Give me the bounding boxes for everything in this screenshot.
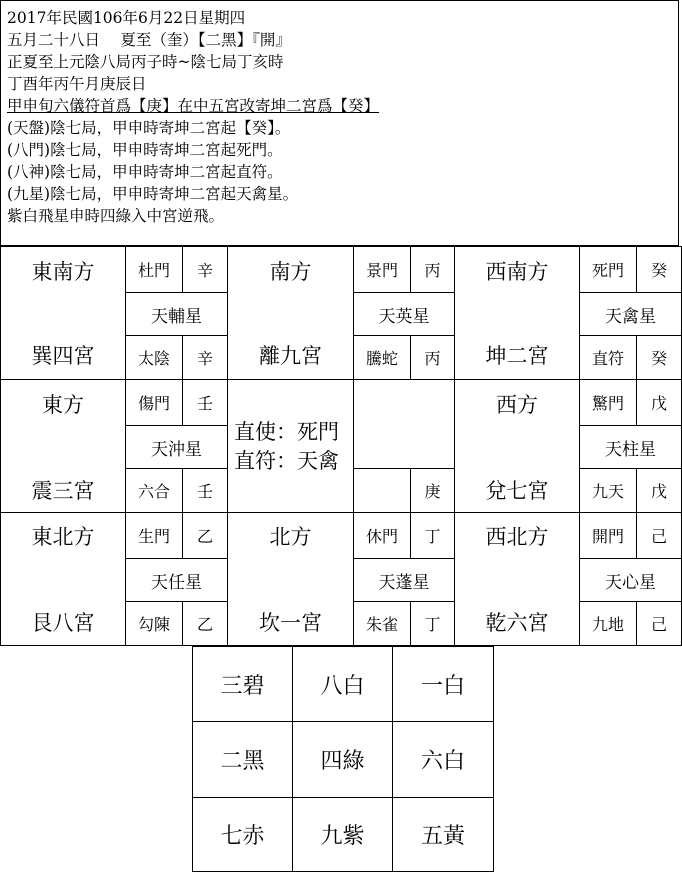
palace-name: 乾六宮 xyxy=(485,611,549,635)
god-stem: 癸 xyxy=(636,335,682,380)
door-stem: 乙 xyxy=(182,512,228,559)
palace-name: 坎一宮 xyxy=(259,611,322,635)
door-name: 傷門 xyxy=(125,379,183,426)
info-line-zibai: 紫白飛星申時四綠入中宮逆飛。 xyxy=(7,207,225,225)
info-line-date: 2017年民國106年6月22日星期四 xyxy=(7,9,246,27)
palace-direction: 東方 xyxy=(42,393,84,417)
door-stem: 丁 xyxy=(410,512,455,559)
god-name: 太陰 xyxy=(125,335,183,380)
palace-direction: 東北方 xyxy=(31,525,95,549)
palace-direction: 西南方 xyxy=(485,260,549,284)
door-stem: 癸 xyxy=(636,246,682,293)
palace-name: 坤二宮 xyxy=(485,344,549,368)
palace-name: 離九宮 xyxy=(259,344,322,368)
info-line-ganzhi: 丁酉年丙午月庚辰日 xyxy=(7,75,147,93)
info-line-tianpan: (天盤)陰七局，甲申時寄坤二宮起【癸】。 xyxy=(7,119,291,137)
palace-name: 震三宮 xyxy=(31,479,95,503)
flying-star-cell: 八白 xyxy=(292,646,393,722)
flying-stars-grid xyxy=(192,646,494,872)
door-name: 景門 xyxy=(353,246,411,293)
palace-name: 艮八宮 xyxy=(31,611,95,635)
door-stem: 己 xyxy=(636,512,682,559)
palace-direction: 東南方 xyxy=(31,260,95,284)
door-stem: 壬 xyxy=(182,379,228,426)
god-stem: 辛 xyxy=(182,335,228,380)
qimen-grid xyxy=(0,246,682,646)
flying-star-cell: 二黑 xyxy=(192,721,293,798)
info-line-ju: 正夏至上元陰八局丙子時~陰七局丁亥時 xyxy=(7,53,284,71)
palace-name: 巽四宮 xyxy=(31,344,95,368)
star-name: 天蓬星 xyxy=(353,558,455,602)
info-panel xyxy=(0,0,679,246)
door-stem: 丙 xyxy=(410,246,455,293)
door-stem: 戊 xyxy=(636,379,682,426)
god-name: 騰蛇 xyxy=(353,335,411,380)
info-line-jiuxing: (九星)陰七局，甲申時寄坤二宮起天禽星。 xyxy=(7,185,299,203)
god-stem: 壬 xyxy=(182,468,228,513)
zhishi-label: 直使：死門 xyxy=(234,420,339,444)
star-name: 天英星 xyxy=(353,292,455,336)
center-stem: 庚 xyxy=(410,468,455,513)
flying-star-cell: 四綠 xyxy=(292,721,393,798)
door-name: 開門 xyxy=(579,512,637,559)
flying-star-cell: 一白 xyxy=(392,646,494,722)
star-name: 天柱星 xyxy=(579,425,682,469)
palace-direction: 西北方 xyxy=(485,525,549,549)
god-name: 九天 xyxy=(579,468,637,513)
door-name: 驚門 xyxy=(579,379,637,426)
god-stem: 戊 xyxy=(636,468,682,513)
palace-direction: 北方 xyxy=(269,525,312,549)
info-line-bamen: (八門)陰七局，甲申時寄坤二宮起死門。 xyxy=(7,141,283,159)
god-name: 勾陳 xyxy=(125,601,183,646)
door-name: 生門 xyxy=(125,512,183,559)
info-line-bashen: (八神)陰七局，甲申時寄坤二宮起直符。 xyxy=(7,163,283,181)
door-name: 休門 xyxy=(353,512,411,559)
door-name: 死門 xyxy=(579,246,637,293)
center-empty-cell xyxy=(353,468,411,513)
zhifu-label: 直符：天禽 xyxy=(234,449,339,473)
god-stem: 乙 xyxy=(182,601,228,646)
flying-star-cell: 六白 xyxy=(392,721,494,798)
door-stem: 辛 xyxy=(182,246,228,293)
god-stem: 丙 xyxy=(410,335,455,380)
star-name: 天心星 xyxy=(579,558,682,602)
god-stem: 丁 xyxy=(410,601,455,646)
star-name: 天任星 xyxy=(125,558,228,602)
palace-direction: 南方 xyxy=(269,260,312,284)
palace-name: 兌七宮 xyxy=(485,479,549,503)
god-stem: 己 xyxy=(636,601,682,646)
flying-star-cell: 五黃 xyxy=(392,797,494,872)
god-name: 直符 xyxy=(579,335,637,380)
star-name: 天沖星 xyxy=(125,425,228,469)
star-name: 天禽星 xyxy=(579,292,682,336)
palace-direction: 西方 xyxy=(496,393,538,417)
flying-star-cell: 三碧 xyxy=(192,646,293,722)
god-name: 朱雀 xyxy=(353,601,411,646)
door-name: 杜門 xyxy=(125,246,183,293)
god-name: 九地 xyxy=(579,601,637,646)
god-name: 六合 xyxy=(125,468,183,513)
info-line-fushou: 甲申旬六儀符首爲【庚】在中五宮改寄坤二宮爲【癸】 xyxy=(7,97,380,115)
star-name: 天輔星 xyxy=(125,292,228,336)
flying-star-cell: 九紫 xyxy=(292,797,393,872)
flying-star-cell: 七赤 xyxy=(192,797,293,872)
palace-center xyxy=(227,379,354,513)
info-line-lunar: 五月二十八日 夏至（奎）【二黑】『開』 xyxy=(7,31,291,49)
